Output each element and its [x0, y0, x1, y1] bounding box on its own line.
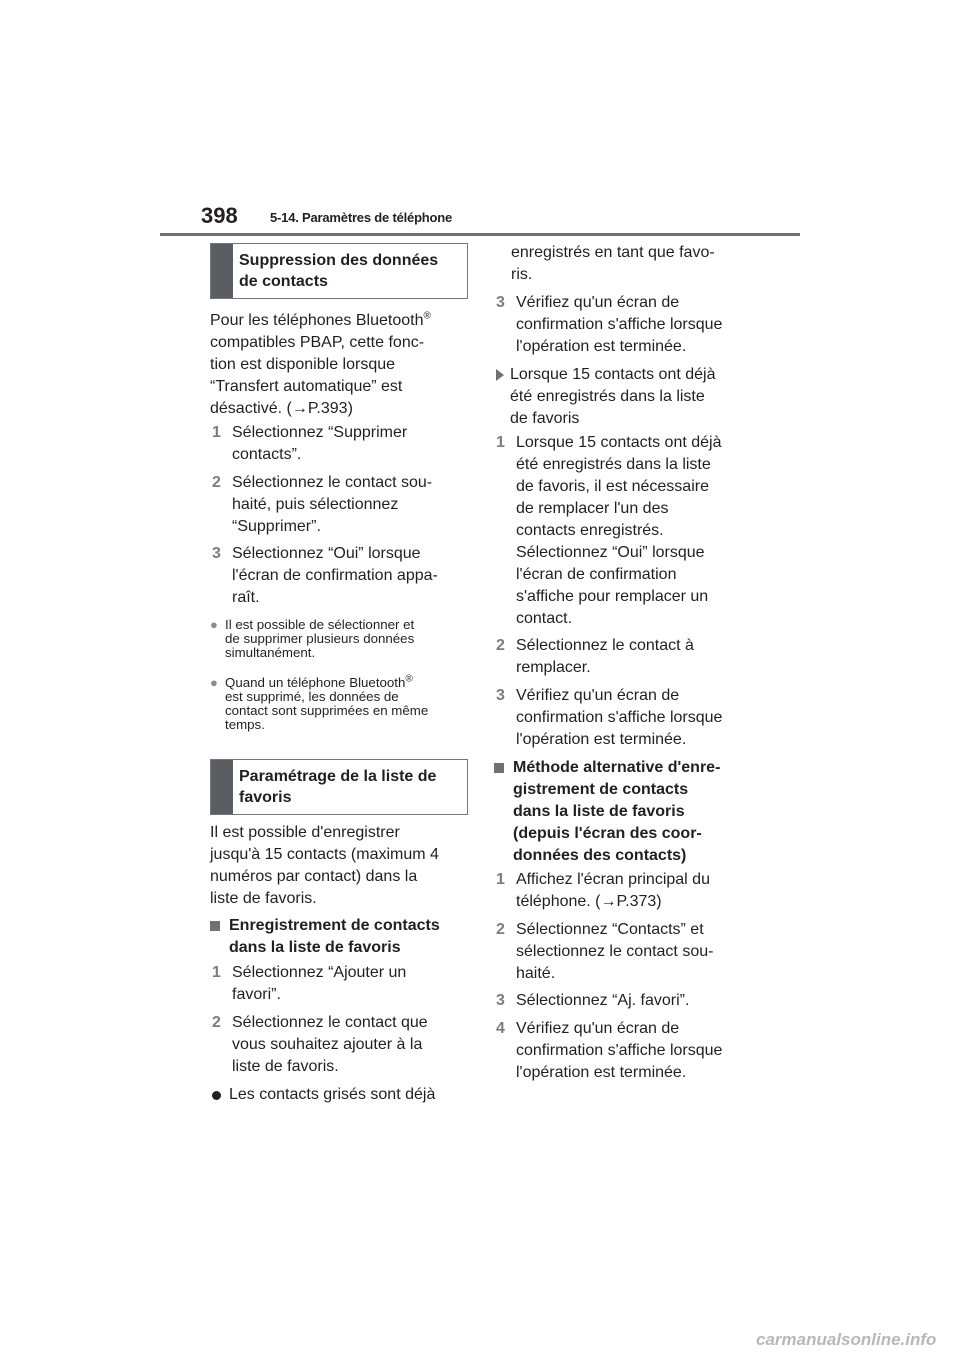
note-line: contact sont supprimées en même	[225, 703, 429, 718]
step-line: sélectionnez le contact sou-	[516, 943, 714, 960]
heading-bar	[211, 760, 233, 814]
favorites-paragraph	[210, 822, 472, 910]
registered-mark: ®	[405, 673, 413, 685]
page-number: 398	[201, 203, 238, 228]
intro-line: désactivé. (→P.393)	[210, 400, 353, 417]
paragraph-line: jusqu'à 15 contacts (maximum 4	[210, 846, 439, 863]
step-line: Vérifiez qu'un écran de	[516, 1020, 680, 1037]
step-line: Sélectionnez “Aj. favori”.	[516, 992, 690, 1009]
step-line: de remplacer l'un des	[516, 500, 669, 517]
step-line: l'opération est terminée.	[516, 731, 687, 748]
heading-bar	[211, 244, 233, 298]
intro-line: compatibles PBAP, cette fonc-	[210, 334, 425, 351]
step-line: vous souhaitez ajouter à la	[232, 1036, 423, 1053]
step-line: raît.	[232, 589, 260, 606]
case-line: Lorsque 15 contacts ont déjà	[510, 366, 716, 383]
step-line: Lorsque 15 contacts ont déjà	[516, 434, 722, 451]
square-bullet-icon	[210, 921, 220, 931]
step-number: 2	[496, 921, 505, 938]
note-line: simultanément.	[225, 645, 316, 660]
round-bullet-icon	[212, 1091, 221, 1100]
step-number: 2	[496, 637, 505, 654]
intro-line: “Transfert automatique” est	[210, 378, 403, 395]
subheading-line: Enregistrement de contacts	[229, 917, 440, 934]
step-number: 4	[496, 1020, 505, 1037]
step-line: Vérifiez qu'un écran de	[516, 687, 680, 704]
registered-mark: ®	[423, 310, 431, 322]
intro-paragraph	[210, 310, 472, 420]
note-line: temps.	[225, 717, 265, 732]
step-line: confirmation s'affiche lorsque	[516, 1042, 723, 1059]
step-line: contacts enregistrés.	[516, 522, 664, 539]
step-number: 3	[496, 992, 505, 1009]
subheading-line: Méthode alternative d'enre-	[513, 759, 721, 776]
header-rule	[160, 233, 800, 236]
case-line: été enregistrés dans la liste	[510, 388, 705, 405]
subheading-line: dans la liste de favoris	[229, 939, 401, 956]
note-line: Il est possible de sélectionner et	[225, 617, 415, 632]
step-number: 3	[496, 294, 505, 311]
step-number: 1	[212, 964, 221, 981]
step-line: remplacer.	[516, 659, 591, 676]
step-line: l'opération est terminée.	[516, 338, 687, 355]
subheading-line: gistrement de contacts	[513, 781, 689, 798]
step-line: Sélectionnez “Supprimer	[232, 424, 408, 441]
step-line: Affichez l'écran principal du	[516, 871, 710, 888]
note-line: de supprimer plusieurs données	[225, 631, 415, 646]
triangle-arrow-icon	[496, 369, 504, 381]
step-line: l'opération est terminée.	[516, 1064, 687, 1081]
step-line: Sélectionnez “Contacts” et	[516, 921, 704, 938]
step-number: 3	[496, 687, 505, 704]
paragraph-line: ris.	[511, 266, 533, 283]
step-line: l'écran de confirmation appa-	[232, 567, 438, 584]
step-number: 1	[496, 434, 505, 451]
step-line: s'affiche pour remplacer un	[516, 588, 709, 605]
subheading-line: (depuis l'écran des coor-	[513, 825, 702, 842]
intro-line: Pour les téléphones Bluetooth	[210, 312, 424, 329]
paragraph-line: numéros par contact) dans la	[210, 868, 418, 885]
step-number: 1	[496, 871, 505, 888]
section-title: 5-14. Paramètres de téléphone	[270, 210, 453, 225]
note-line: est supprimé, les données de	[225, 689, 399, 704]
subheading-line: dans la liste de favoris	[513, 803, 685, 820]
step-line: Sélectionnez “Ajouter un	[232, 964, 407, 981]
paragraph-line: Il est possible d'enregistrer	[210, 824, 400, 841]
step-number: 1	[212, 424, 221, 441]
step-line: contacts”.	[232, 446, 302, 463]
step-number: 2	[212, 474, 221, 491]
step-number: 3	[212, 545, 221, 562]
watermark: carmanualsonline.info	[756, 1330, 937, 1349]
intro-line: tion est disponible lorsque	[210, 356, 396, 373]
heading-box-delete-contacts	[210, 243, 468, 299]
step-line: “Supprimer”.	[232, 518, 321, 535]
step-line: liste de favoris.	[232, 1058, 339, 1075]
step-line: de favoris, il est nécessaire	[516, 478, 709, 495]
step-line: Sélectionnez le contact à	[516, 637, 694, 654]
step-line: téléphone. (→P.373)	[516, 893, 662, 910]
bullet-text: Les contacts grisés sont déjà	[229, 1086, 436, 1103]
step-line: contact.	[516, 610, 573, 627]
heading-text: Suppression des données de contacts	[239, 252, 439, 290]
step-line: Sélectionnez le contact sou-	[232, 474, 433, 491]
step-line: Vérifiez qu'un écran de	[516, 294, 680, 311]
paragraph-line: liste de favoris.	[210, 890, 317, 907]
step-line: Sélectionnez “Oui” lorsque	[232, 545, 421, 562]
heading-box-favorites	[210, 759, 468, 815]
step-line: confirmation s'affiche lorsque	[516, 316, 723, 333]
subheading-line: données des contacts)	[513, 847, 687, 864]
step-line: haité, puis sélectionnez	[232, 496, 399, 513]
heading-text: Paramétrage de la liste de favoris	[239, 768, 437, 806]
step-line: Sélectionnez le contact que	[232, 1014, 428, 1031]
step-number: 2	[212, 1014, 221, 1031]
step-line: l'écran de confirmation	[516, 566, 677, 583]
step-line: haité.	[516, 965, 556, 982]
step-line: été enregistrés dans la liste	[516, 456, 711, 473]
step-line: Sélectionnez “Oui” lorsque	[516, 544, 705, 561]
step-line: favori”.	[232, 986, 281, 1003]
continued-text	[511, 242, 773, 286]
step-line: confirmation s'affiche lorsque	[516, 709, 723, 726]
case-line: de favoris	[510, 410, 580, 427]
square-bullet-icon	[494, 763, 504, 773]
note-bullet-icon: ●	[210, 675, 218, 690]
note-line: Quand un téléphone Bluetooth	[225, 675, 406, 690]
paragraph-line: enregistrés en tant que favo-	[511, 244, 715, 261]
note-bullet-icon: ●	[210, 617, 218, 632]
